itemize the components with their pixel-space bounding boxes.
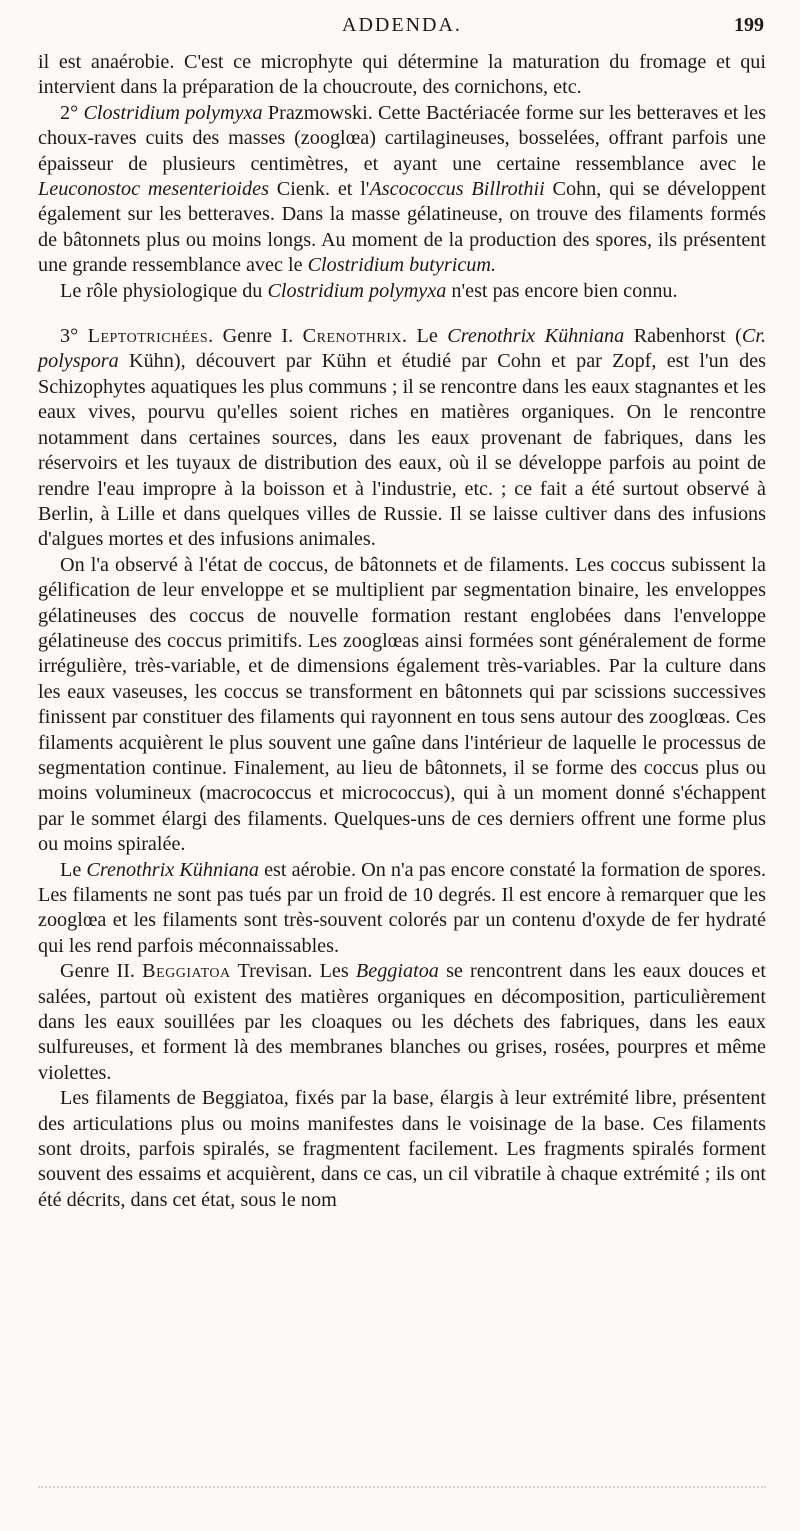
text-run: Cohn, qui se développent également sur les betteraves. Dans la masse gélatineuse, on trouve des filaments formés de bâtonnets plus ou moins longs. Au moment de la production des spores, ils présentent une grande ressemblance avec le [38,178,766,277]
text-run: se rencontrent dans les eaux douces et salées, partout où existent des matières organiques en décomposition, particulièrement dans les eaux souillées par les cloaques ou les déchets des fabriques, dans les eaux sulfureuses, et forment là des membranes blanches ou grises, rosées, pourpres et même violettes. [38,960,766,1084]
text-run: Le [60,858,87,881]
paragraph-intro [38,50,766,101]
taxon-name: Beggiatoa [355,960,439,983]
page-number: 199 [734,14,764,36]
text-run: On l'a observé à l'état de coccus, de bâtonnets et de filaments. Les coccus subissent la gélification de leur enveloppe et se multiplient par segmentation binaire, les enveloppes gélatineuses des coccus de nouvelle formation restant englobées dans l'enveloppe gélatineuse des coccus primitifs. Les zooglœas ainsi formées sont généralement de forme irrégulière, très-variable, et de dimensions également très-variables. Par la culture dans les eaux vaseuses, les coccus se transforment en bâtonnets qui par scissions successives finissent par constituer des filaments qui rayonnent en tous sens autour des zooglœas. Ces filaments acquièrent le plus souvent une gaîne dans l'intérieur de laquelle le processus de segmentation continue. Finalement, au lieu de bâtonnets, il se forme des coccus plus ou moins volumineux (macrococcus et micrococcus), qui à un moment donné s'échappent par le sommet élargi des filaments. Quelques-uns de ces derniers offrent une forme plus ou moins spiralée. [38,553,766,856]
text-run: . Genre I. [208,325,303,348]
text-run: il est anaérobie. C'est ce microphyte qui détermine la maturation du fromage et qui intervient dans la préparation de la choucroute, des cornichons, etc. [38,51,766,99]
taxon-name: Leuconostoc mesenterioides [38,178,269,201]
paragraph-beggiatoa [38,959,766,1086]
taxon-name: Crenothrix Kühniana [86,858,259,881]
small-caps-heading: Crenothrix [302,325,403,348]
text-run: Genre II. [60,960,143,983]
taxon-name: Clostridium butyricum. [307,254,497,277]
running-head-title: ADDENDA. [342,14,462,36]
small-caps-heading: Beggiatoa [142,960,231,983]
text-run: 2° [60,101,84,124]
running-head [38,0,766,50]
paragraph-leptotrichees [38,324,766,553]
taxon-name: Clostridium polymyxa [267,279,447,302]
text-run: Le rôle physiologique du [60,279,268,302]
paragraph-aerobie [38,858,766,960]
text-run: Rabenhorst ( [624,325,742,348]
small-caps-heading: Leptotrichées [87,325,209,348]
taxon-name: Clostridium polymyxa [83,101,263,124]
text-run: Cienk. et l' [268,178,370,201]
print-noise-dots [38,1478,766,1488]
text-run: 3° [60,325,88,348]
taxon-name: Cr. polyspora [38,325,766,373]
text-run: Prazmowski. Cette Bactériacée forme sur les betteraves et les choux-raves cuits des masses (zooglœa) cartilagineuses, bosselées, offrant parfois une épaisseur de plusieurs centimètres, et ayant une certaine ressemblance avec le [38,101,766,175]
text-run: Les filaments de Beggiatoa, fixés par la base, élargis à leur extrémité libre, présentent des articulations plus ou moins manifestes dans le voisinage de la base. Ces filaments sont droits, parfois spiralés, se fragmentent facilement. Les fragments spiralés forment souvent des essaims et acquièrent, dans ce cas, un cil vibratile à chaque extrémité ; ils ont été décrits, dans cet état, sous le nom [38,1087,766,1211]
taxon-name: Crenothrix Kühniana [447,325,625,348]
taxon-name: Ascococcus Billrothii [369,178,545,201]
text-run: n'est pas encore bien connu. [446,279,678,302]
paragraph-filaments [38,1086,766,1213]
paragraph-coccus [38,553,766,858]
paragraph-role [38,279,766,304]
text-run: Trevisan. Les [230,960,356,983]
text-run: est aérobie. On n'a pas encore constaté la formation de spores. Les filaments ne sont pas tués par un froid de 10 degrés. Il est encore à remarquer que les zooglœa et les filaments sont très-souvent colorés par un contenu d'oxyde de fer hydraté qui les rend parfois méconnaissables. [38,858,767,957]
paragraph-clostridium [38,101,766,279]
text-run: Kühn), découvert par Kühn et étudié par Cohn et par Zopf, est l'un des Schizophytes aquatiques les plus communs ; il se rencontre dans les eaux stagnantes et les eaux vives, pourvu qu'elles soient riches en matières organiques. On le rencontre notamment dans certaines sources, dans les eaux provenant de fabriques, dans les réservoirs et les tuyaux de distribution des eaux, où il se développe parfois au point de rendre l'eau impropre à la boisson et à l'industrie, etc. ; ce fait a été surtout observé à Berlin, à Lille et dans quelques villes de Russie. Il se laisse cultiver dans des infusions d'algues mortes et des infusions animales. [38,350,766,551]
text-run: . Le [402,325,448,348]
body-text [38,50,766,1213]
